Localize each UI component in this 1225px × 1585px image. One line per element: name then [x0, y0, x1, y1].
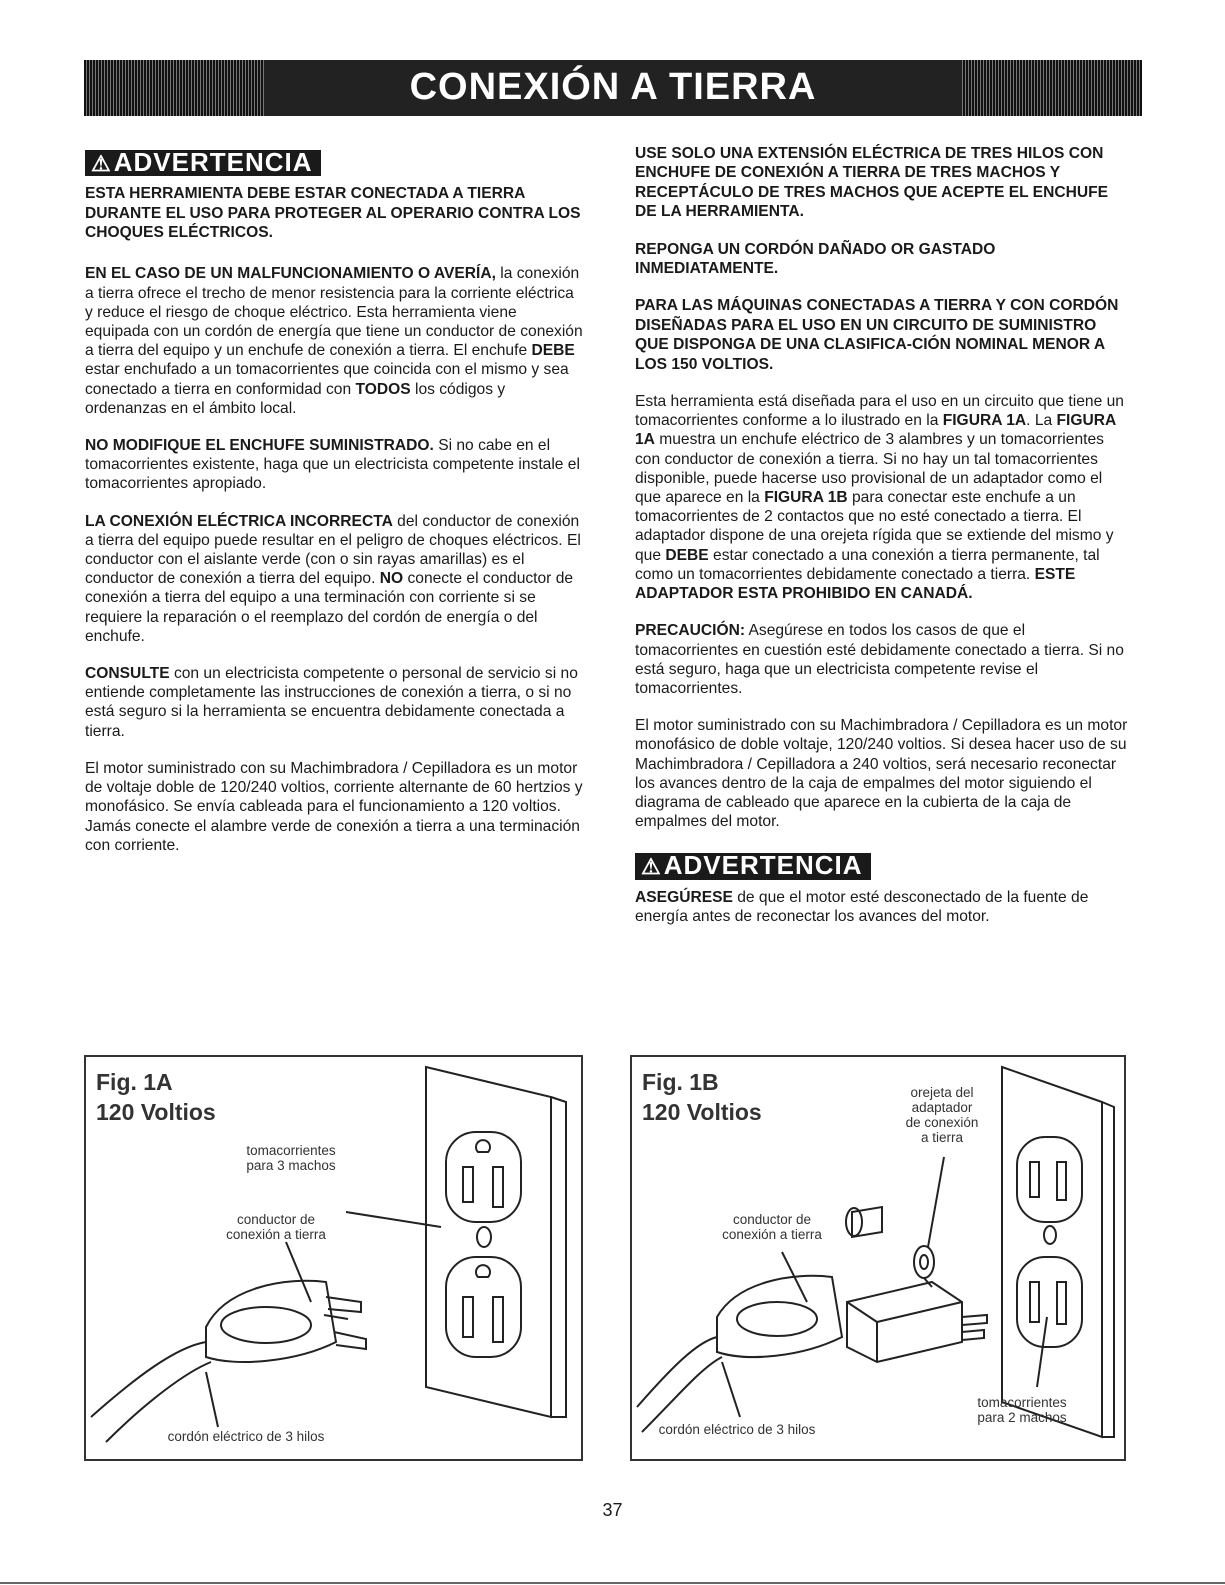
left-column	[85, 147, 585, 873]
figure-1b-title: Fig. 1B	[642, 1069, 719, 1095]
caps-150-volts: PARA LAS MÁQUINAS CONECTADAS A TIERRA Y CON CORDÓN DISEÑADAS PARA EL USO EN UN CIRCUITO DE SUMINISTRO QUE DISPONGA DE UNA CLASIFICA-CIÓN NOMINAL MENOR A LOS 150 VOLTIOS.	[635, 297, 1119, 373]
ground-lug	[914, 1246, 934, 1278]
figure-1a-title: Fig. 1A	[96, 1069, 173, 1095]
page-number: 37	[602, 1500, 623, 1520]
figure-1b-voltage: 120 Voltios	[642, 1099, 762, 1125]
figure-1b	[630, 1055, 1126, 1461]
wall-plate	[1002, 1067, 1102, 1437]
label-ground-conductor: conductor de conexión a tierra	[226, 1212, 326, 1242]
warning-badge-right	[635, 850, 871, 881]
bottom-rule	[0, 1582, 1225, 1584]
caps-extension: USE SOLO UNA EXTENSIÓN ELÉCTRICA DE TRES HILOS CON ENCHUFE DE CONEXIÓN A TIERRA DE TRES MACHOS Y RECEPTÁCULO DE TRES MACHOS QUE ACEPTE EL ENCHUFE DE LA HERRAMIENTA.	[635, 145, 1109, 221]
paragraph-motor-right: El motor suministrado con su Machimbradora / Cepilladora es un motor monofásico de doble voltaje, 120/240 voltios. Si desea hacer uso de su Machimbradora / Cepilladora a 240 voltios, será necesario reconectar los avances dentro de la caja de empalmes del motor siguiendo el diagrama de cableado que aparece en la cubierta de la caja de empalmes del motor.	[635, 717, 1128, 831]
warning-triangle-icon: ⚠	[641, 854, 662, 880]
plug	[206, 1281, 336, 1362]
right-column	[635, 144, 1130, 944]
title-banner	[84, 60, 1142, 116]
paragraph-motor-left: El motor suministrado con su Machimbradora / Cepilladora es un motor de voltaje doble de 120/240 voltios, corriente alternante de 60 hertzios y monofásico. Se envía cableada para el funcionamiento a 120 voltios. Jamás conecte el alambre verde de conexión a tierra a una terminación con corriente.	[85, 759, 583, 854]
warning-label: ADVERTENCIA	[663, 850, 863, 881]
label-3-prong-outlet: tomacorrientes para 3 machos	[246, 1143, 336, 1173]
label-adapter-lug: orejeta del adaptador de conexión a tierra	[905, 1085, 979, 1145]
paragraph-consult: CONSULTE con un electricista competente o personal de servicio si no entiende completamente las instrucciones de conexión a tierra, o si no está seguro si la herramienta se encuentra debidamente conectada a tierra.	[85, 665, 578, 740]
label-ground-conductor: conductor de conexión a tierra	[722, 1212, 822, 1242]
paragraph-ensure: ASEGÚRESE de que el motor esté desconectado de la fuente de energía antes de reconectar los avances del motor.	[635, 888, 1089, 925]
adapter	[847, 1282, 962, 1362]
paragraph-circuit: Esta herramienta está diseñada para el uso en un circuito que tiene un tomacorrientes conforme a lo ilustrado en la FIGURA 1A. La FIGURA 1A muestra un enchufe eléctrico de 3 alambres y un tomacorrientes con conductor de conexión a tierra. Si no hay un tal tomacorrientes disponible, puede hacerse uso provisional de un adaptador como el que aparece en la FIGURA 1B para conectar este enchufe a un tomacorrientes de 2 contactos que no esté conectado a tierra. El adaptador dispone de una orejeta rígida que se extiende del mismo y que DEBE estar conectado a una conexión a tierra permanente, tal como un tomacorrientes debidamente conectado a tierra. ESTE ADAPTADOR ESTA PROHIBIDO EN CANADÁ.	[635, 393, 1124, 603]
warning-triangle-icon: ⚠	[91, 151, 112, 176]
warning-badge-left	[85, 147, 321, 177]
cord	[91, 1342, 206, 1417]
label-3-wire-cord: cordón eléctrico de 3 hilos	[167, 1429, 325, 1444]
warning-label: ADVERTENCIA	[113, 147, 313, 177]
figure-1a-voltage: 120 Voltios	[96, 1099, 216, 1125]
plug	[717, 1276, 842, 1357]
figure-1a	[84, 1055, 583, 1461]
page-title: CONEXIÓN A TIERRA	[409, 66, 817, 108]
label-3-wire-cord: cordón eléctrico de 3 hilos	[658, 1422, 816, 1437]
grounding-intro: ESTA HERRAMIENTA DEBE ESTAR CONECTADA A TIERRA DURANTE EL USO PARA PROTEGER AL OPERARIO CONTRA LOS CHOQUES ELÉCTRICOS.	[85, 185, 581, 242]
screw-icon	[852, 1207, 882, 1237]
wall-plate	[426, 1067, 551, 1417]
paragraph-caution: PRECAUCIÓN: Asegúrese en todos los casos de que el tomacorrientes en cuestión esté debidamente conectado a tierra. Si no está seguro, haga que un electricista competente revise el tomacorrientes.	[635, 622, 1124, 697]
paragraph-malfunction: EN EL CASO DE UN MALFUNCIONAMIENTO O AVERÍA, la conexión a tierra ofrece el trecho de menor resistencia para la corriente eléctrica y reduce el riesgo de choque eléctrico. Esta herramienta viene equipada con un cordón de energía que tiene un conductor de conexión a tierra del equipo y un enchufe de conexión a tierra. El enchufe DEBE estar enchufado a un tomacorrientes que coincida con el mismo y sea conectado a tierra en conformidad con TODOS los códigos y ordenanzas en el ámbito local.	[85, 265, 583, 417]
paragraph-no-modify: NO MODIFIQUE EL ENCHUFE SUMINISTRADO. Si no cabe en el tomacorrientes existente, haga que un electricista competente instale el tomacorrientes apropiado.	[85, 437, 580, 493]
caps-replace-cord: REPONGA UN CORDÓN DAÑADO OR GASTADO INMEDIATAMENTE.	[635, 240, 996, 278]
paragraph-incorrect-connection: LA CONEXIÓN ELÉCTRICA INCORRECTA del conductor de conexión a tierra del equipo puede resultar en el peligro de choques eléctricos. El conductor con el aislante verde (con o sin rayas amarillas) es el conductor de conexión a tierra del equipo. NO conecte el conductor de conexión a tierra del equipo a una terminación con corriente si se requiere la reparación o el reemplazo del cordón de energía o del enchufe.	[85, 512, 581, 645]
label-2-prong-outlet: tomacorrientes para 2 machos	[977, 1395, 1067, 1425]
